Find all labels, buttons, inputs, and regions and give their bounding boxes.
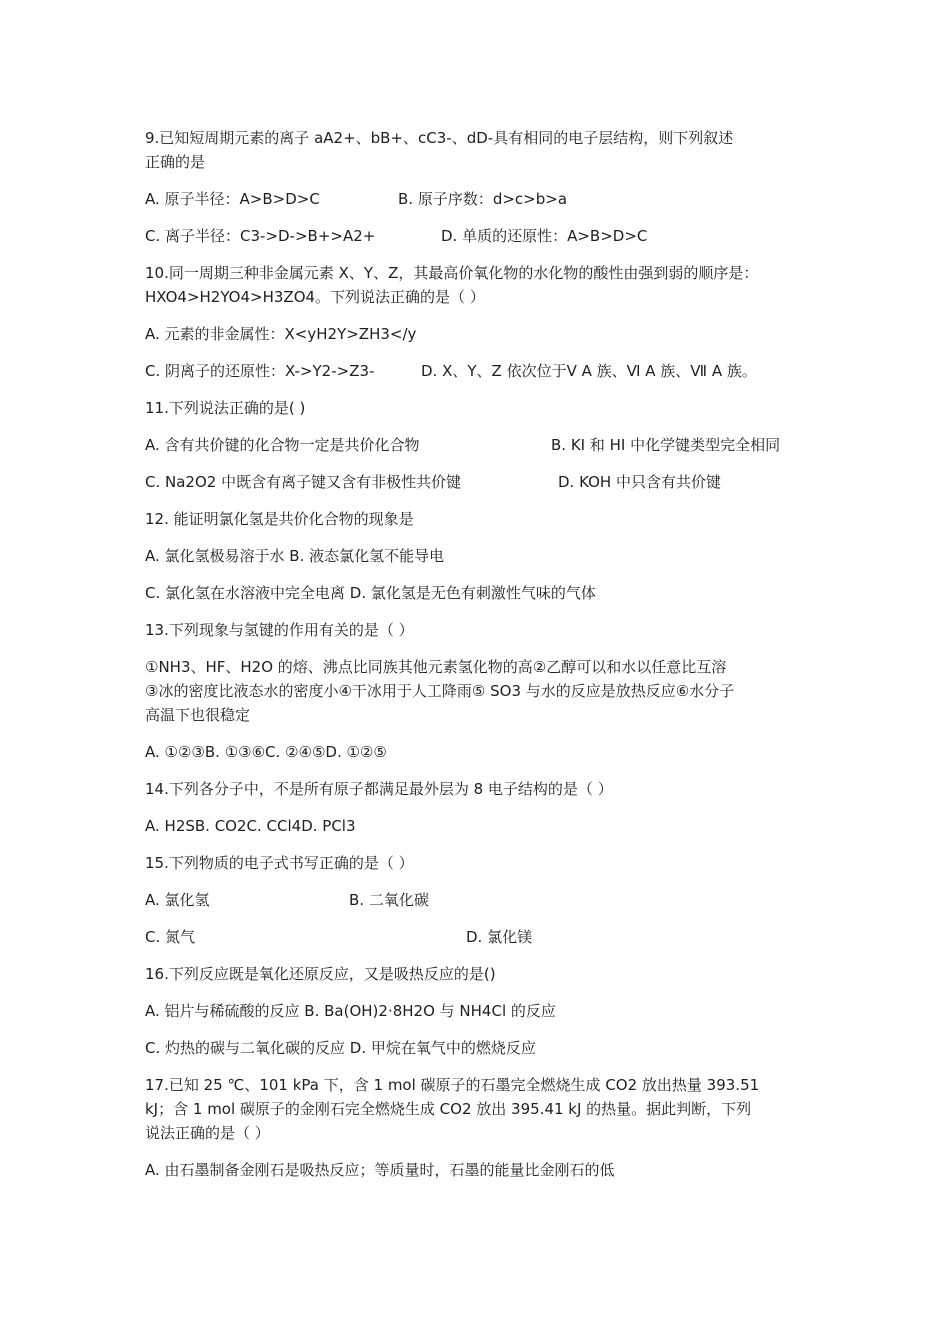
question-11-option-a: A. 含有共价键的化合物一定是共价化合物 (145, 436, 420, 454)
question-15-options-cd (145, 925, 825, 949)
question-12-stem: 12. 能证明氯化氢是共价化合物的现象是 (145, 510, 414, 528)
question-9-option-b: B. 原子序数：d>c>b>a (398, 190, 568, 208)
question-11-options-ab (145, 433, 825, 457)
question-9-options-ab (145, 187, 825, 211)
question-14-options-row (145, 814, 825, 838)
question-16-options-cd-row (145, 1036, 825, 1060)
question-10-option-d: D. X、Y、Z 依次位于Ⅴ A 族、Ⅵ A 族、Ⅶ A 族。 (421, 362, 757, 380)
question-14-stem-row (145, 777, 825, 801)
question-11-options-cd (145, 470, 825, 494)
question-15-stem-row (145, 851, 825, 875)
question-15-option-d: D. 氯化镁 (466, 928, 533, 946)
question-17-stem-line-2: kJ；含 1 mol 碳原子的金刚石完全燃烧生成 CO2 放出 395.41 kJ 的热量。据此判断，下列 (145, 1100, 752, 1118)
question-15-stem: 15.下列物质的电子式书写正确的是（ ） (145, 854, 414, 872)
question-10-stem-line-2: HXO4>H2YO4>H3ZO4。下列说法正确的是（ ） (145, 288, 485, 306)
question-17-stem-line-1: 17.已知 25 ℃、101 kPa 下，含 1 mol 碳原子的石墨完全燃烧生成 CO2 放出热量 393.51 (145, 1076, 760, 1094)
question-11-stem: 11.下列说法正确的是( ) (145, 399, 306, 417)
question-10-option-c: C. 阴离子的还原性：X->Y2->Z3- (145, 362, 375, 380)
question-10-option-a: A. 元素的非金属性：X<yH2Y>ZH3</y (145, 325, 417, 343)
question-13-body-line-3: 高温下也很稳定 (145, 706, 251, 724)
question-14-stem: 14.下列各分子中，不是所有原子都满足最外层为 8 电子结构的是（ ） (145, 780, 613, 798)
question-9-options-cd (145, 224, 825, 248)
question-15-option-b: B. 二氧化碳 (349, 891, 429, 909)
question-9-stem-line-2: 正确的是 (145, 153, 206, 171)
question-16-options-cd: C. 灼热的碳与二氧化碳的反应 D. 甲烷在氧气中的燃烧反应 (145, 1039, 536, 1057)
document-page (145, 126, 825, 1195)
question-13-stem: 13.下列现象与氢键的作用有关的是（ ） (145, 621, 414, 639)
question-16-options-ab: A. 铝片与稀硫酸的反应 B. Ba(OH)2·8H2O 与 NH4Cl 的反应 (145, 1002, 556, 1020)
question-11-option-b: B. KI 和 HI 中化学键类型完全相同 (551, 436, 781, 454)
question-12-options-ab: A. 氯化氢极易溶于水 B. 液态氯化氢不能导电 (145, 547, 445, 565)
question-17 (145, 1073, 825, 1145)
question-13-options-row (145, 740, 825, 764)
question-9-option-a: A. 原子半径：A>B>D>C (145, 190, 320, 208)
question-9-option-c: C. 离子半径：C3->D->B+>A2+ (145, 227, 376, 245)
question-10 (145, 261, 825, 309)
question-13-options: A. ①②③B. ①③⑥C. ②④⑤D. ①②⑤ (145, 743, 387, 761)
question-13-body (145, 655, 825, 727)
question-12-options-ab-row (145, 544, 825, 568)
question-10-option-a-row (145, 322, 825, 346)
question-12-stem-row (145, 507, 825, 531)
question-16-stem: 16.下列反应既是氧化还原反应，又是吸热反应的是() (145, 965, 496, 983)
question-16-stem-row (145, 962, 825, 986)
question-13-stem-row (145, 618, 825, 642)
question-15-option-c: C. 氮气 (145, 928, 196, 946)
question-11-stem-row (145, 396, 825, 420)
question-12-options-cd: C. 氯化氢在水溶液中完全电离 D. 氯化氢是无色有刺激性气味的气体 (145, 584, 596, 602)
question-10-stem-line-1: 10.同一周期三种非金属元素 X、Y、Z，其最高价氧化物的水化物的酸性由强到弱的顺序是： (145, 264, 759, 282)
question-9-stem-line-1: 9.已知短周期元素的离子 aA2+、bB+、cC3-、dD-具有相同的电子层结构，则下列叙述 (145, 129, 734, 147)
question-10-options-cd (145, 359, 825, 383)
question-17-stem-line-3: 说法正确的是（ ） (145, 1124, 270, 1142)
question-15-option-a: A. 氯化氢 (145, 891, 210, 909)
question-9 (145, 126, 825, 174)
question-14-options: A. H2SB. CO2C. CCl4D. PCl3 (145, 817, 356, 835)
question-16-options-ab-row (145, 999, 825, 1023)
question-15-options-ab (145, 888, 825, 912)
question-13-body-line-1: ①NH3、HF、H2O 的熔、沸点比同族其他元素氢化物的高②乙醇可以和水以任意比互溶 (145, 658, 727, 676)
question-13-body-line-2: ③冰的密度比液态水的密度小④干冰用于人工降雨⑤ SO3 与水的反应是放热反应⑥水分子 (145, 682, 735, 700)
question-17-option-a-row (145, 1158, 825, 1182)
question-9-option-d: D. 单质的还原性：A>B>D>C (441, 227, 648, 245)
question-11-option-c: C. Na2O2 中既含有离子键又含有非极性共价键 (145, 473, 462, 491)
question-12-options-cd-row (145, 581, 825, 605)
question-17-option-a: A. 由石墨制备金刚石是吸热反应；等质量时，石墨的能量比金刚石的低 (145, 1161, 615, 1179)
question-11-option-d: D. KOH 中只含有共价键 (558, 473, 721, 491)
